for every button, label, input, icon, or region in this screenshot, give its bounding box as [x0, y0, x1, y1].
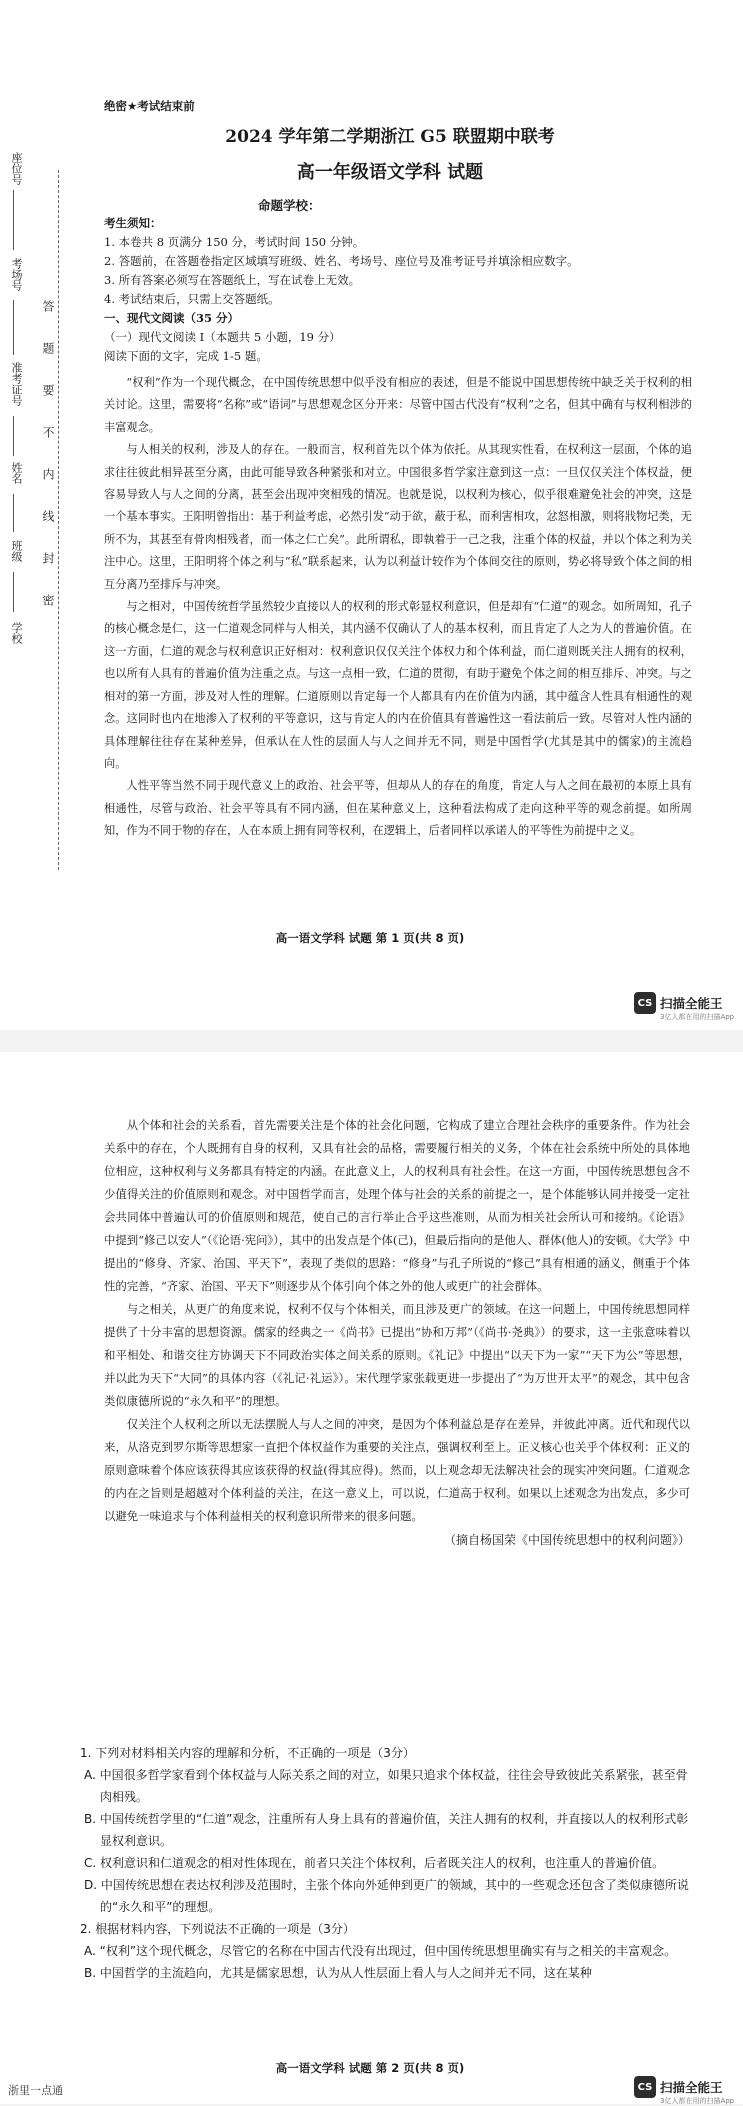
passage-paragraph: 仅关注个人权利之所以无法摆脱人与人之间的冲突，是因为个体利益总是存在差异，并彼此冲离。近代和现代以来，从洛克到罗尔斯等思想家一直把个体权益作为重要的关注点，强调权利至上。正义核心也关乎个体权利：正义的原则意味着个体应该获得其应该获得的权益(得其应得)。然而，以上观念却无法解决社会的现实冲突问题。仁道观念的内在之旨则是超越对个体利益的关注，在这一意义上，可以说，仁道高于权利。如果以上述观念为出发点，多少可以避免一味追求与个体利益相关的权利意识所带来的很多问题。 — [104, 1417, 690, 1523]
question-2-option-a: A. “权利”这个现代概念，尽管它的名称在中国古代没有出现过，但中国传统思想里确实有与之相关的丰富观念。 — [84, 1944, 677, 1958]
scanner-tagline: 3亿人都在用的扫描App — [660, 2097, 735, 2105]
passage-paragraph: 与人相关的权利，涉及人的存在。一般而言，权利首先以个体为依托。从其现实性看，在权利这一层面，个体的追求往往彼此相异甚至分离，由此可能导致各种紧张和对立。中国很多哲学家注意到这一点：一旦仅仅关注个体权益，便容易导致人与人之间的分离，甚至会出现冲突相残的情况。也就是说，以权利为核心，似乎很难避免社会的冲突，这是一个基本事实。王阳明曾指出：基于利益考虑，必然引发“动于欲，蔽于私，而利害相攻，忿怒相激，则将戕物圮类，无所不为，其甚至有骨肉相残者，而一体之仁亡矣”。此所谓私，即執着于一己之我，注重个体的权益，并以个体之利为关注中心。这里，王阳明将个体之利与“私”联系起来，认为以利益计较作为个体间交往的原则，势必将导致个体之间的相互分离乃至排斥与冲突。 — [104, 443, 692, 591]
seat-blank — [13, 190, 14, 250]
exam-page-1 — [0, 0, 743, 1030]
scanner-name: 扫描全能王 — [660, 996, 723, 1011]
exam-page-2 — [0, 1052, 743, 2104]
page-footer: 高一语文学科 试题 第 2 页(共 8 页) — [275, 2061, 465, 2075]
seal-char-1: 答 — [41, 300, 55, 312]
school-label: 学校 — [10, 622, 23, 644]
notice-item: 4. 考试结束后，只需上交答题纸。 — [104, 292, 280, 306]
scanner-tagline: 3亿人都在用的扫描App — [660, 1013, 735, 1021]
secret-mark: 绝密★考试结束前 — [104, 99, 195, 113]
question-1-stem: 1. 下列对材料相关内容的理解和分析，不正确的一项是（3分） — [80, 1746, 415, 1760]
question-1-option-b: B. 中国传统哲学里的“仁道”观念，注重所有人身上具有的普遍价值，关注人拥有的权利，并直接以人的权利形式彰显权利意识。 — [84, 1812, 689, 1848]
passage-paragraph: 与之相关，从更广的角度来说，权利不仅与个体相关，而且涉及更广的领域。在这一问题上，中国传统思想同样提供了十分丰富的思想资源。儒家的经典之一《尚书》已提出“协和万邦”（《尚书·尧典》）的要求，这一主张意味着以和平相处、和谐交往方协调天下不同政治实体之间关系的原则。《礼记》中提出“以天下为一家”“天下为公”等思想，并以此为天下“大同”的具体内容（《礼记·礼运》）。宋代理学家张载更进一步提出了“为万世开太平”的观念，其中包含类似康德所说的“永久和平”的理想。 — [104, 1302, 690, 1408]
notice-heading: 考生须知： — [104, 216, 162, 230]
scanner-badge — [634, 992, 734, 1022]
passage-paragraph: 与之相对，中国传统哲学虽然较少直接以人的权利的形式彰显权利意识，但是却有“仁道”的观念。如所周知，孔子的核心概念是仁，这一仁道观念同样与人相关，其内涵不仅确认了人的基本权利，而且肯定了人之为人的普遍价值。在这一方面，仁道的观念与权利意识正好相对：权利意识仅仅关注个体权力和个体利益，而仁道则既关注人拥有的权利，也以所有人具有的普遍价值为注重之点。与这一点相一致，仁道的贯彻，有助于避免个体之间的相互排斥、冲突。与之相对的第一方面，涉及对人性的理解。仁道原则以肯定每一个人都具有内在价值为内涵，其中蕴含人性具有相通性的观念。这同时也内在地渗入了权利的平等意识，这与肯定人的内在价值具有普遍性这一看法前后一致。尽管对人性内涵的具体理解往往存在某种差异，但承认在人性的层面人与人之间并无不同，则是中国哲学(尤其是其中的儒家)的主流趋向。 — [104, 600, 692, 770]
question-2-option-b: B. 中国哲学的主流趋向，尤其是儒家思想，认为从人性层面上看人与人之间并无不同，这在某种 — [84, 1966, 592, 1980]
question-2-stem: 2. 根据材料内容，下列说法不正确的一项是（3分） — [80, 1922, 355, 1936]
question-1-option-d: D. 中国传统思想在表达权利涉及范围时，主张个体向外延伸到更广的领域，其中的一些观念还包含了类似康德所说的“永久和平”的理想。 — [84, 1878, 689, 1914]
seal-char-4: 不 — [41, 426, 55, 438]
scanner-badge — [634, 2076, 734, 2106]
seal-char-7: 封 — [41, 552, 55, 564]
passage-page2 — [104, 1114, 690, 1552]
seal-char-3: 要 — [41, 384, 55, 396]
source-watermark: 浙里一点通 — [8, 2084, 63, 2097]
exam-room-label: 考场号 — [10, 258, 23, 291]
exam-room-blank — [13, 300, 14, 355]
subsection-heading: （一）现代文阅读 I（本题共 5 小题，19 分） — [104, 330, 341, 344]
notice-item: 3. 所有答案必须写在答题纸上，写在试卷上无效。 — [104, 273, 361, 287]
passage-page1 — [104, 372, 692, 843]
exam-title: 2024 学年第二学期浙江 G5 联盟期中联考 — [225, 127, 555, 147]
ticket-label: 准考证号 — [10, 362, 23, 406]
reading-instruction: 阅读下面的文字，完成 1-5 题。 — [104, 349, 268, 363]
passage-source: （摘自杨国荣《中国传统思想中的权利问题》） — [443, 1533, 690, 1547]
page-footer: 高一语文学科 试题 第 1 页(共 8 页) — [275, 931, 465, 945]
camscanner-icon: CS — [634, 992, 656, 1014]
notice-item: 1. 本卷共 8 页满分 150 分，考试时间 150 分钟。 — [104, 235, 365, 249]
question-1-option-a: A. 中国很多哲学家看到个体权益与人际关系之间的对立，如果只追求个体权益，往往会导致彼此关系紧张，甚至骨肉相残。 — [84, 1768, 688, 1804]
name-label: 姓名 — [10, 462, 23, 484]
notice-item: 2. 答题前，在答题卷指定区域填写班级、姓名、考场号、座位号及准考证号并填涂相应数字。 — [104, 254, 579, 268]
questions-block — [80, 1742, 692, 1984]
passage-paragraph: “权利”作为一个现代概念，在中国传统思想中似乎没有相应的表述，但是不能说中国思想传统中缺乏关于权利的相关讨论。这里，需要将“名称”或“语词”与思想观念区分开来：尽管中国古代没有“权利”之名，但其中确有与权利相涉的丰富观念。 — [104, 376, 692, 434]
class-label: 班级 — [10, 540, 23, 562]
passage-paragraph: 从个体和社会的关系看，首先需要关注是个体的社会化问题，它构成了建立合理社会秩序的重要条件。作为社会关系中的存在，个人既拥有自身的权利，又具有社会的品格，需要履行相关的义务，个体在社会系统中所处的具体地位相应，这种权利与义务都具有特定的内涵。在此意义上，人的权利具有社会性。在这一方面，中国传统思想包含不少值得关注的价值原则和观念。对中国哲学而言，处理个体与社会的关系的前提之一，是个体能够认同并接受一定社会共同体中普遍认可的价值原则和规范，使自己的言行举止合乎这些准则，从而为相关社会所认可和接纳。《论语》中提到“修己以安人”（《论语·宪问》），其中的出发点是个体(己)，但最后指向的是他人、群体(他人)的安顿。《大学》中提出的“修身、齐家、治国、平天下”，表现了类似的思路：“修身”与孔子所说的“修己”具有相通的涵义，侧重于个体性的完善，“齐家、治国、平天下”则逐步从个体引向个体之外的他人或更广的社会群体。 — [104, 1118, 690, 1293]
section-heading: 一、现代文阅读（35 分） — [104, 311, 240, 325]
seal-line — [58, 170, 59, 870]
passage-paragraph: 人性平等当然不同于现代意义上的政治、社会平等，但却从人的存在的角度，肯定人与人之间在最初的本原上具有相通性，尽管与政治、社会平等具有不同内涵，但在某种意义上，这种看法构成了走向这种平等的观念前提。如所周知，作为不同于物的存在，人在本质上拥有同等权利，在逻辑上，后者同样以承诺人的平等性为前提中之义。 — [104, 779, 692, 838]
seal-char-5: 内 — [41, 468, 55, 480]
class-blank — [13, 572, 14, 612]
seal-char-8: 密 — [41, 594, 55, 606]
notice-block — [104, 214, 704, 366]
school-line: 命题学校： — [258, 198, 321, 213]
camscanner-icon: CS — [634, 2076, 656, 2098]
ticket-blank — [13, 416, 14, 456]
scanner-name: 扫描全能王 — [660, 2080, 723, 2095]
question-1-option-c: C. 权利意识和仁道观念的相对性体现在，前者只关注个体权利，后者既关注人的权利，也注重人的普遍价值。 — [84, 1856, 665, 1870]
seat-label: 座位号 — [10, 152, 23, 185]
seal-char-2: 题 — [41, 342, 55, 354]
name-blank — [13, 494, 14, 532]
seal-char-6: 线 — [41, 510, 55, 522]
exam-subtitle: 高一年级语文学科 试题 — [296, 162, 484, 183]
